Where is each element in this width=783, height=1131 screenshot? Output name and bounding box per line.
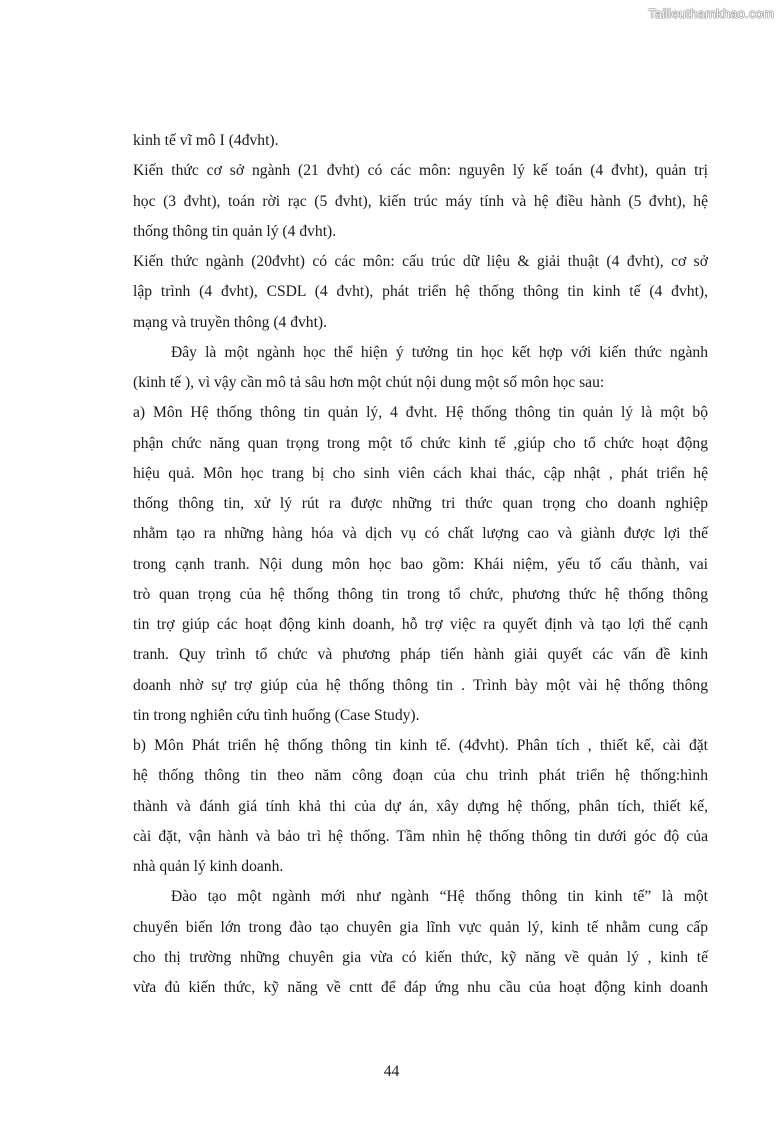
text-line: Kiến thức cơ sở ngành (21 đvht) có các môn: nguyên lý kế toán (4 đvht), quản trị [133, 162, 708, 180]
page-number: 44 [383, 1063, 400, 1080]
text-line: hiệu quả. Môn học trang bị cho sinh viên cách khai thác, cập nhật , phát triển hệ [133, 464, 708, 482]
text-line: trò quan trọng của hệ thống thông tin trong tổ chức, phương thức hệ thống thông [133, 585, 708, 603]
text-line: doanh nhờ sự trợ giúp của hệ thống thông tin . Trình bày một vài hệ thống thông [133, 676, 708, 694]
text-line: Đào tạo một ngành mới như ngành “Hệ thống thông tin kinh tế” là một [171, 888, 708, 906]
text-line: chuyển biến lớn trong đào tạo chuyên gia lĩnh vực quản lý, kinh tế nhằm cung cấp [133, 918, 708, 936]
text-line: nhằm tạo ra những hàng hóa và dịch vụ có chất lượng cao và giành được lợi thế [133, 525, 708, 543]
text-line: kinh tế vĩ mô I (4đvht). [133, 132, 279, 149]
text-line: Đây là một ngành học thể hiện ý tưởng tin học kết hợp với kiến thức ngành [171, 343, 708, 361]
text-line: hệ thống thông tin theo năm công đoạn của chu trình phát triển hệ thống:hình [133, 767, 708, 785]
document-body [133, 126, 708, 1003]
text-line: lập trình (4 đvht), CSDL (4 đvht), phát triển hệ thống thông tin kinh tế (4 đvht), [133, 283, 708, 301]
text-line: thống thông tin, xử lý rút ra được những tri thức quan trọng cho doanh nghiệp [133, 495, 708, 512]
text-line: nhà quản lý kinh doanh. [133, 858, 284, 875]
text-line: vừa đủ kiến thức, kỹ năng về cntt để đáp ứng nhu cầu của hoạt động kinh doanh [133, 979, 708, 996]
text-line: cài đặt, vận hành và bảo trì hệ thống. Tầm nhìn hệ thống thông tin dưới góc độ của [133, 827, 708, 845]
text-line: học (3 đvht), toán rời rạc (5 đvht), kiến trúc máy tính và hệ điều hành (5 đvht), hệ [133, 192, 708, 210]
text-line: (kinh tế ), vì vậy cần mô tả sâu hơn một chút nội dung một số môn học sau: [133, 374, 605, 391]
text-line: thành và đánh giá tính khả thi của dự án, xây dựng hệ thống, phân tích, thiết kế, [133, 797, 708, 815]
watermark: Tailieuthamkhao.com [648, 6, 774, 21]
text-line: a) Môn Hệ thống thông tin quản lý, 4 đvht. Hệ thống thông tin quản lý là một bộ [133, 404, 708, 422]
text-line: tin trợ giúp các hoạt động kinh doanh, hỗ trợ việc ra quyết định và tạo lợi thế cạnh [133, 616, 708, 633]
text-line: b) Môn Phát triển hệ thống thông tin kinh tế. (4đvht). Phân tích , thiết kế, cài đặt [133, 737, 708, 754]
text-line: tin trong nghiên cứu tình huống (Case Study). [133, 706, 420, 724]
text-line: phận chức năng quan trọng trong một tổ chức kinh tế ,giúp cho tổ chức hoạt động [133, 434, 708, 452]
text-line: trong cạnh tranh. Nội dung môn học bao gồm: Khái niệm, yếu tố cấu thành, vai [133, 555, 708, 573]
text-line: cho thị trường những chuyên gia vừa có kiến thức, kỹ năng về quản lý , kinh tế [133, 948, 708, 966]
text-line: tranh. Quy trình tổ chức và phương pháp tiến hành giải quyết các vấn đề kinh [133, 646, 708, 664]
text-line: thống thông tin quản lý (4 đvht). [133, 222, 337, 240]
text-line: Kiến thức ngành (20đvht) có các môn: cấu trúc dữ liệu & giải thuật (4 đvht), cơ sở [133, 253, 708, 270]
text-line: mạng và truyền thông (4 đvht). [133, 313, 328, 331]
